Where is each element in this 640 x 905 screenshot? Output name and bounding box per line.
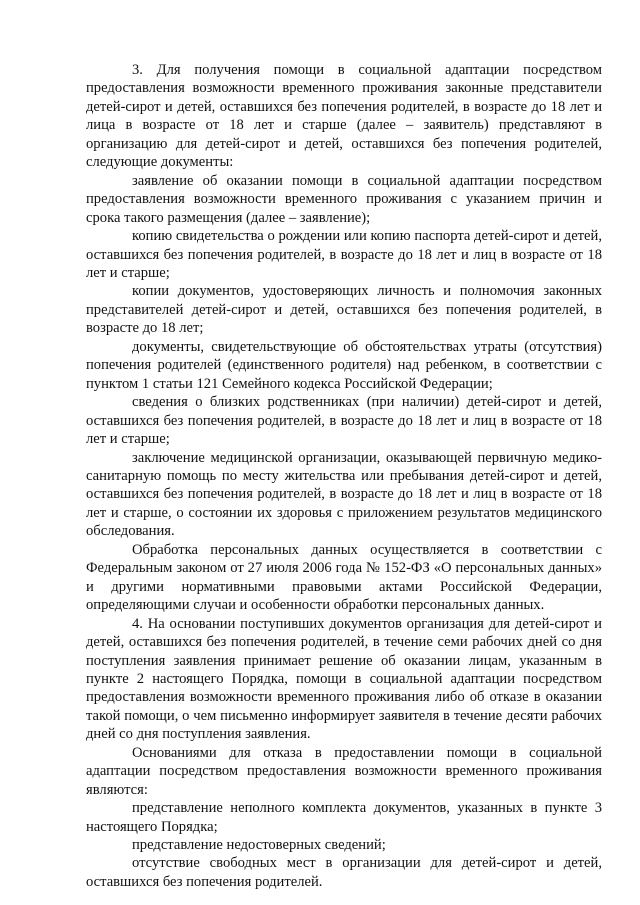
- paragraph-refusal-grounds-intro: Основаниями для отказа в предоставлении помощи в социальной адаптации посредством предоставления возможности временного проживания являются:: [86, 744, 602, 798]
- paragraph-item-3-intro: 3. Для получения помощи в социальной адаптации посредством предоставления возможности временного проживания законные представители детей-сирот и детей, оставшихся без попечения родителей, в возрасте до 18 лет и лица в возрасте от 18 лет и старше (далее – заявитель) представляют в организацию для детей-сирот и детей, оставшихся без попечения родителей, следующие документы:: [86, 62, 602, 171]
- paragraph-item-4-decision: 4. На основании поступивших документов организация для детей-сирот и детей, оставшихся без попечения родителей, в течение семи рабочих дней со дня поступления заявления принимает решение об оказании лицам, указанным в пункте 2 настоящего Порядка, помощи в социальной адаптации посредством предоставления возможности временного проживания либо об отказе в оказании такой помощи, о чем письменно информирует заявителя в течение десяти рабочих дней со дня поступления заявления.: [86, 615, 602, 743]
- paragraph-false-information: представление недостоверных сведений;: [132, 837, 386, 854]
- paragraph-medical-conclusion: заключение медицинской организации, оказывающей первичную медико-санитарную помощь по месту жительства или пребывания детей-сирот и детей, оставшихся без попечения родителей, в возрасте до 18 лет и лиц в возрасте от 18 лет и старше, о состоянии их здоровья с приложением результатов медицинского обследования.: [86, 449, 602, 540]
- paragraph-incomplete-documents: представление неполного комплекта документов, указанных в пункте 3 настоящего Порядка;: [86, 800, 602, 835]
- paragraph-representative-documents: копии документов, удостоверяющих личность и полномочия законных представителей детей-сирот и детей, оставшихся без попечения родителей, в возрасте до 18 лет;: [86, 283, 602, 337]
- paragraph-no-free-places: отсутствие свободных мест в организации для детей-сирот и детей, оставшихся без попечения родителей.: [86, 855, 602, 890]
- document-body: [86, 61, 602, 891]
- paragraph-personal-data: Обработка персональных данных осуществляется в соответствии с Федеральным законом от 27 июля 2006 года № 152-ФЗ «О персональных данных» и другими нормативными правовыми актами Российской Федерации, определяющими случаи и особенности обработки персональных данных.: [86, 541, 602, 614]
- paragraph-relatives-info: сведения о близких родственниках (при наличии) детей-сирот и детей, оставшихся без попечения родителей, в возрасте до 18 лет и лиц в возрасте от 18 лет и старше;: [86, 394, 602, 448]
- paragraph-birth-certificate-copy: копию свидетельства о рождении или копию паспорта детей-сирот и детей, оставшихся без попечения родителей, в возрасте до 18 лет и лиц в возрасте от 18 лет и старше;: [86, 228, 602, 281]
- paragraph-loss-of-care-documents: документы, свидетельствующие об обстоятельствах утраты (отсутствия) попечения родителей (единственного родителя) над ребенком, в соответствии с пунктом 1 статьи 121 Семейного кодекса Российской Федерации;: [86, 338, 602, 392]
- paragraph-application: заявление об оказании помощи в социальной адаптации посредством предоставления возможности временного проживания с указанием причин и срока такого размещения (далее – заявление);: [86, 172, 602, 226]
